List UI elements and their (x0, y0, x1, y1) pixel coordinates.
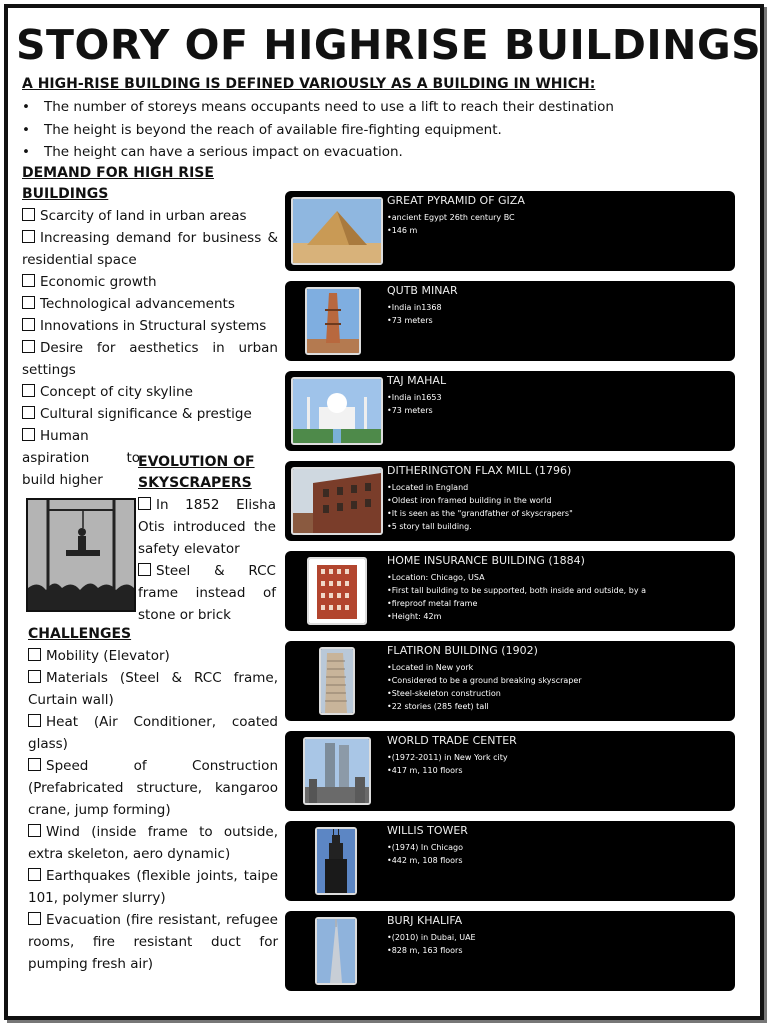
building-facts (387, 211, 515, 237)
building-fact: • Located in England (387, 481, 573, 494)
demand-heading-line1: DEMAND FOR HIGH RISE (22, 165, 214, 181)
building-facts (387, 931, 476, 957)
checkbox-icon (28, 648, 41, 661)
building-fact: • Oldest iron framed building in the world (387, 494, 573, 507)
demand-item (22, 425, 140, 491)
challenges-section (28, 624, 278, 975)
checkbox-icon (28, 758, 41, 771)
challenge-item-text: Mobility (Elevator) (46, 648, 170, 664)
building-card (285, 821, 735, 901)
evolution-item-text: Steel & RCC frame instead of stone or brick (138, 563, 276, 623)
building-fact: • Steel-skeleton construction (387, 687, 582, 700)
building-card (285, 371, 735, 451)
building-fact: • Considered to be a ground breaking skyscraper (387, 674, 582, 687)
building-fact: • It is seen as the "grandfather of skyscrapers" (387, 507, 573, 520)
challenge-item (28, 645, 278, 667)
evolution-heading (138, 452, 276, 494)
evolution-list (138, 494, 276, 626)
definition-point: • The height is beyond the reach of available fire-fighting equipment. (22, 119, 614, 142)
demand-item (22, 403, 278, 425)
building-card (285, 641, 735, 721)
building-card (285, 281, 735, 361)
building-fact: • 5 story tall building. (387, 520, 573, 533)
definition-point: • The height can have a serious impact on evacuation. (22, 141, 614, 164)
challenge-item-text: Earthquakes (flexible joints, taipe 101, polymer slurry) (28, 868, 278, 906)
qutb-minar-image (305, 287, 361, 355)
challenge-item (28, 821, 278, 865)
demand-item-text: Innovations in Structural systems (40, 318, 267, 334)
evolution-item (138, 494, 276, 560)
evolution-section (138, 452, 276, 626)
demand-item-text: Concept of city skyline (40, 384, 193, 400)
evolution-item-text: In 1852 Elisha Otis introduced the safety elevator (138, 497, 276, 557)
building-fact: • fireproof metal frame (387, 597, 646, 610)
demand-heading-line2: BUILDINGS (22, 186, 109, 202)
demand-item (22, 205, 278, 227)
demand-item-text: Economic growth (40, 274, 157, 290)
checkbox-icon (28, 670, 41, 683)
building-fact: • India in1653 (387, 391, 442, 404)
checkbox-icon (22, 384, 35, 397)
checkbox-icon (22, 318, 35, 331)
checkbox-icon (28, 912, 41, 925)
checkbox-icon (28, 824, 41, 837)
building-fact: • 828 m, 163 floors (387, 944, 476, 957)
challenges-list (28, 645, 278, 975)
building-card (285, 911, 735, 991)
challenge-item-text: Materials (Steel & RCC frame, Curtain wall) (28, 670, 278, 708)
challenge-item (28, 755, 278, 821)
willis-tower-image (315, 827, 357, 895)
building-card (285, 551, 735, 631)
challenge-item (28, 711, 278, 755)
challenges-heading: CHALLENGES (28, 626, 132, 642)
building-facts (387, 481, 573, 533)
challenge-item-text: Evacuation (fire resistant, refugee rooms, fire resistant duct for pumping fresh air) (28, 912, 278, 972)
building-fact: • 73 meters (387, 314, 442, 327)
definition-heading: A HIGH-RISE BUILDING IS DEFINED VARIOUSLY AS A BUILDING IN WHICH: (22, 76, 596, 92)
building-name: TAJ MAHAL (387, 374, 447, 387)
building-fact: • ancient Egypt 26th century BC (387, 211, 515, 224)
demand-item-text: Increasing demand for business & residential space (22, 230, 278, 268)
taj-mahal-image (291, 377, 383, 445)
checkbox-icon (22, 406, 35, 419)
building-fact: • 146 m (387, 224, 515, 237)
page-title: STORY OF HIGHRISE BUILDINGS (16, 21, 762, 69)
checkbox-icon (22, 274, 35, 287)
checkbox-icon (138, 563, 151, 576)
demand-item (22, 315, 278, 337)
checkbox-icon (28, 714, 41, 727)
challenge-item (28, 667, 278, 711)
building-name: WILLIS TOWER (387, 824, 468, 837)
demand-item-text: Desire for aesthetics in urban settings (22, 340, 278, 378)
building-facts (387, 571, 646, 623)
demand-item (22, 271, 278, 293)
building-facts (387, 661, 582, 713)
building-name: DITHERINGTON FLAX MILL (1796) (387, 464, 572, 477)
checkbox-icon (22, 340, 35, 353)
demand-item-text: Cultural significance & prestige (40, 406, 252, 422)
challenge-item-text: Heat (Air Conditioner, coated glass) (28, 714, 278, 752)
demand-list (22, 205, 278, 491)
building-facts (387, 751, 508, 777)
burj-khalifa-image (315, 917, 357, 985)
flatiron-building-image (319, 647, 355, 715)
building-name: QUTB MINAR (387, 284, 458, 297)
building-fact: • Height: 42m (387, 610, 646, 623)
building-name: GREAT PYRAMID OF GIZA (387, 194, 525, 207)
building-fact: • First tall building to be supported, both inside and outside, by a (387, 584, 646, 597)
building-fact: • 73 meters (387, 404, 442, 417)
checkbox-icon (22, 208, 35, 221)
demand-item (22, 293, 278, 315)
demand-item-text: Technological advancements (40, 296, 235, 312)
demand-item-text: Human aspiration to build higher (22, 428, 140, 488)
demand-heading (22, 163, 278, 205)
demand-item (22, 337, 278, 381)
pyramid-image (291, 197, 383, 265)
challenge-item-text: Wind (inside frame to outside, extra skeleton, aero dynamic) (28, 824, 278, 862)
evolution-heading-line1: EVOLUTION OF (138, 454, 255, 470)
evolution-heading-line2: SKYSCRAPERS (138, 475, 252, 491)
demand-section (22, 163, 278, 491)
challenge-item-text: Speed of Construction (Prefabricated structure, kangaroo crane, jump forming) (28, 758, 278, 818)
demand-item (22, 381, 278, 403)
building-card (285, 461, 735, 541)
world-trade-center-image (303, 737, 371, 805)
building-card (285, 731, 735, 811)
building-facts (387, 841, 463, 867)
building-name: BURJ KHALIFA (387, 914, 463, 927)
challenge-item (28, 909, 278, 975)
home-insurance-building-image (307, 557, 367, 625)
building-fact: • (2010) in Dubai, UAE (387, 931, 476, 944)
flax-mill-image (291, 467, 383, 535)
elevator-demonstration-image (26, 498, 136, 612)
building-name: HOME INSURANCE BUILDING (1884) (387, 554, 585, 567)
building-name: WORLD TRADE CENTER (387, 734, 517, 747)
evolution-item (138, 560, 276, 626)
building-fact: • (1974) In Chicago (387, 841, 463, 854)
checkbox-icon (28, 868, 41, 881)
checkbox-icon (138, 497, 151, 510)
definition-list (22, 96, 614, 164)
building-fact: • (1972-2011) in New York city (387, 751, 508, 764)
building-fact: • 22 stories (285 feet) tall (387, 700, 582, 713)
checkbox-icon (22, 230, 35, 243)
demand-item (22, 227, 278, 271)
building-fact: • Located in New york (387, 661, 582, 674)
building-facts (387, 301, 442, 327)
building-fact: • Location: Chicago, USA (387, 571, 646, 584)
demand-item-text: Scarcity of land in urban areas (40, 208, 247, 224)
checkbox-icon (22, 428, 35, 441)
building-card (285, 191, 735, 271)
building-fact: • 417 m, 110 floors (387, 764, 508, 777)
building-facts (387, 391, 442, 417)
building-fact: • India in1368 (387, 301, 442, 314)
checkbox-icon (22, 296, 35, 309)
building-name: FLATIRON BUILDING (1902) (387, 644, 538, 657)
building-fact: • 442 m, 108 floors (387, 854, 463, 867)
definition-point: • The number of storeys means occupants need to use a lift to reach their destination (22, 96, 614, 119)
challenge-item (28, 865, 278, 909)
